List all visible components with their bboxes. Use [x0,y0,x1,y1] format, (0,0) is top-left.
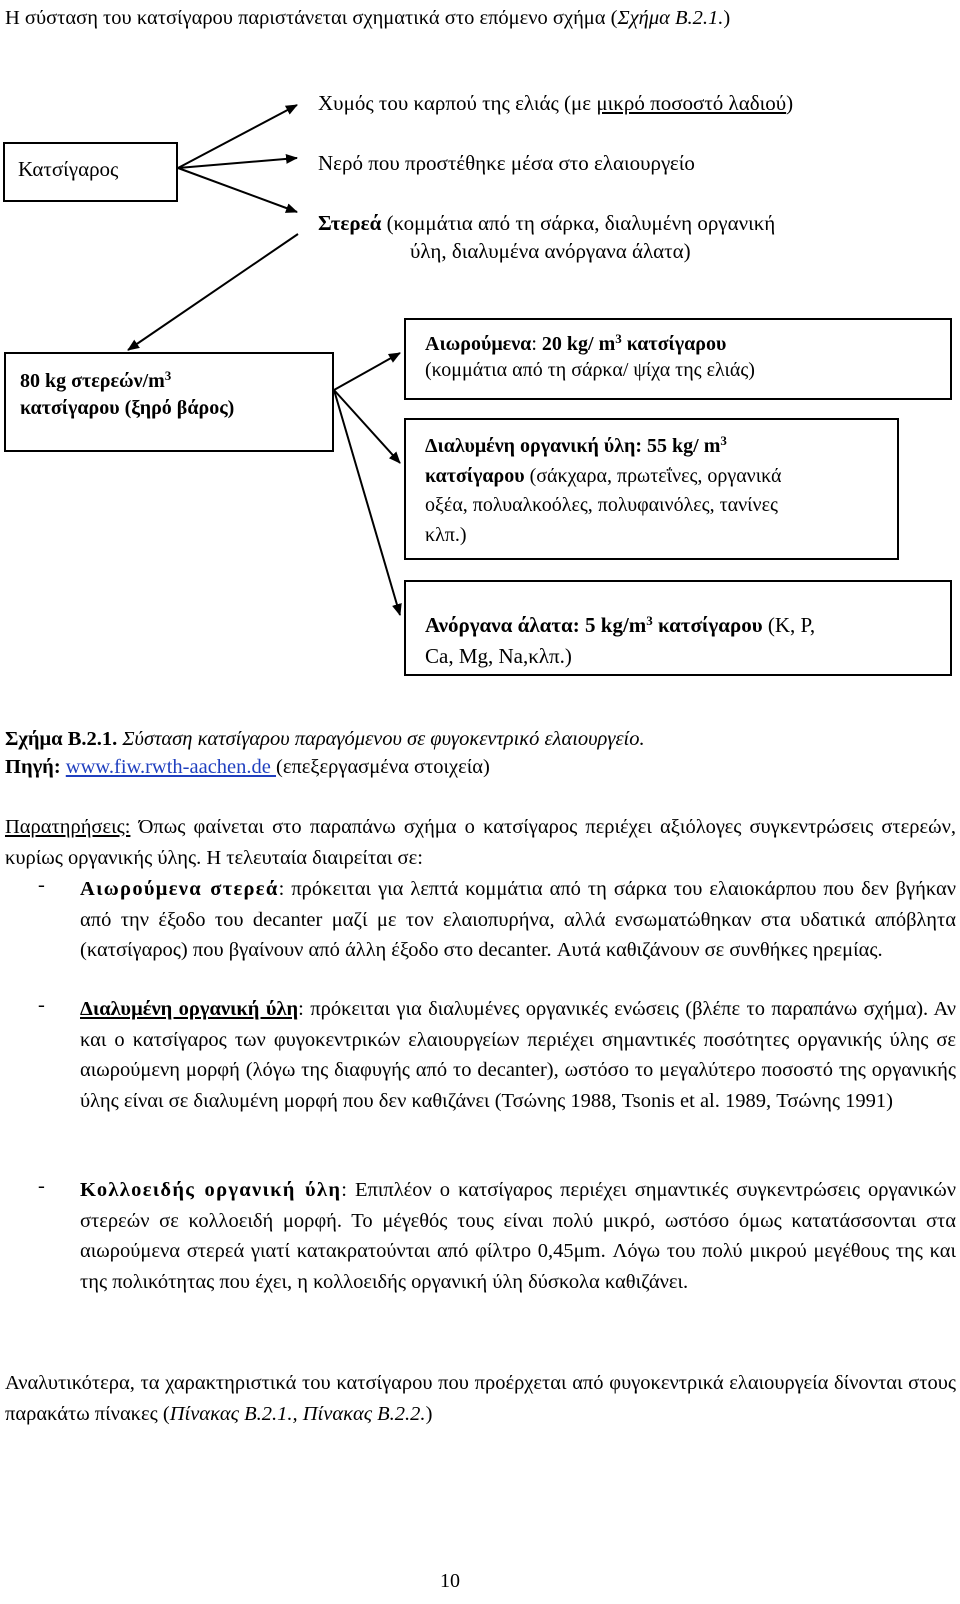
remarks-paragraph: Παρατηρήσεις: Όπως φαίνεται στο παραπάνω σχήμα ο κατσίγαρος περιέχει αξιόλογες συγκεντρώσεις στερεών, κυρίως οργανικής ύλης. Η τελευταία διαιρείται σε: [5,816,956,869]
juice-item: Χυμός του καρπού της ελιάς (με μικρό ποσοστό λαδιού) [318,91,794,115]
inorganic-box-line1: Ανόργανα άλατα: 5 $kg/m^3$ κατσίγαρου (K, P, [425,613,816,637]
bullet-dash-1: - [38,874,45,896]
inorganic-box-line2: Ca, Mg, Na,κλπ.) [425,644,572,668]
root-box-label: Κατσίγαρος [18,157,119,181]
closing-paragraph: Αναλυτικότερα, τα χαρακτηριστικά του κατσίγαρου που προέρχεται από φυγοκεντρικά ελαιουργεία δίνονται στους παρακάτω πίνακες (Πίνακας Β.2.1., Πίνακας Β.2.2.) [5,1372,956,1425]
suspended-box-line1: Αιωρούμενα: 20 kg/ $m^3$ κατσίγαρου [425,331,727,355]
arrow-to-inorganic [334,390,400,615]
arrow-to-solids-box [128,234,298,350]
suspended-box-line2: (κομμάτια από τη σάρκα/ ψίχα της ελιάς) [425,359,755,381]
dissolved-box-line1: Διαλυμένη οργανική ύλη: 55 kg/ $m^3$ [425,433,727,457]
water-item: Νερό που προστέθηκε μέσα στο ελαιουργείο [318,151,695,175]
source-link[interactable]: www.fiw.rwth-aachen.de [65,756,277,778]
arrow-to-solids-text [178,168,297,212]
page-number: 10 [440,1570,460,1592]
dissolved-box-line4: κλπ.) [425,524,467,546]
solids-item: Στερεά (κομμάτια από τη σάρκα, διαλυμένη οργανική [318,211,776,235]
bullet-suspended: Αιωρούμενα στερεά: πρόκειται για λεπτά κομμάτια από τη σάρκα του ελαιοκάρπου που δεν βγήκαν από την έξοδο του decanter μαζί με τον ελαιοπυρήνα, αλλά ενσωματώθηκαν στα υδατικά απόβλητα (κατσίγαρος) που βγαίνουν από άλλη έξοδο στο decanter. Αυτά καθιζάνουν σε συνθήκες ηρεμίας. [80,878,956,961]
solids-item-line2: ύλη, διαλυμένα ανόργανα άλατα) [410,239,691,263]
solids-box-line1: 80 kg στερεών/$m^3$ [20,368,172,392]
bullet-dash-2: - [38,994,45,1016]
bullet-colloidal: Κολλοειδής οργανική ύλη: Επιπλέον ο κατσίγαρος περιέχει σημαντικές συγκεντρώσεις οργανικών στερεών σε κολλοειδή μορφή. Το μέγεθός τους είναι πολύ μικρό, ωστόσο όμως κατατάσσονται στα αιωρούμενα στερεά γιατί κατακρατούνται από φίλτρο 0,45μm. Λόγω του πολύ μικρού μεγέθους της και της πολικότητας που έχει, η κολλοειδής οργανική ύλη δύσκολα καθιζάνει. [80,1179,957,1293]
arrow-to-suspended [334,353,400,390]
figure-caption: Σχήμα Β.2.1. Σύσταση κατσίγαρου παραγόμενου σε φυγοκεντρικό ελαιουργείο. [5,728,645,750]
solids-box-line2: κατσίγαρου (ξηρό βάρος) [20,397,235,419]
figure-source: Πηγή: www.fiw.rwth-aachen.de (επεξεργασμένα στοιχεία) [5,756,490,778]
bullet-dash-3: - [38,1175,45,1197]
dissolved-box-line3: οξέα, πολυαλκοόλες, πολυφαινόλες, τανίνες [425,494,778,516]
bullet-dissolved: Διαλυμένη οργανική ύλη: πρόκειται για διαλυμένες οργανικές ενώσεις (βλέπε το παραπάνω σχήμα). Αν και ο κατσίγαρος των φυγοκεντρικών ελαιουργείων περιέχει σημαντικές ποσότητες οργανικής ύλης σε αιωρούμενη μορφή (λόγω της διαφυγής από το decanter), ωστόσο το μεγαλύτερο ποσοστό της οργανικής ύλης είναι σε διαλυμένη μορφή που δεν καθιζάνει (Τσώνης 1988, Tsonis et al. 1989, Τσώνης 1991) [80,998,956,1112]
intro-line: Η σύσταση του κατσίγαρου παριστάνεται σχηματικά στο επόμενο σχήμα (Σχήμα Β.2.1.) [5,7,731,29]
dissolved-box-line2: κατσίγαρου (σάκχαρα, πρωτεΐνες, οργανικά [425,465,782,487]
